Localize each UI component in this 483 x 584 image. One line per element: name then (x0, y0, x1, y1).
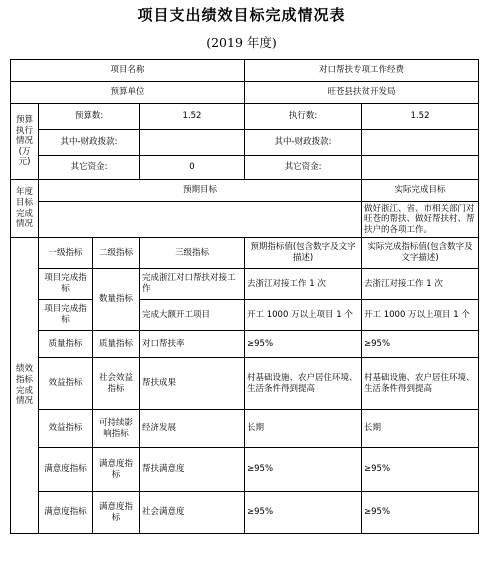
indicator-actual: 村基础设施、农户居住环境、生活条件得到提高 (362, 358, 479, 410)
other-funds-label: 其它资金: (39, 156, 140, 180)
exec-fiscal-allocation-label: 其中-财政拨款: (245, 130, 362, 156)
budget-unit-label: 预算单位 (11, 82, 245, 104)
indicator-level3: 完成浙江对口帮扶对接工作 (140, 269, 245, 300)
indicator-level2: 数量指标 (93, 269, 140, 331)
budget-unit-value: 旺苍县扶贫开发局 (245, 82, 479, 104)
indicator-expected: ≥95% (245, 448, 362, 492)
project-name-value: 对口帮扶专项工作经费 (245, 60, 479, 82)
indicator-row (11, 358, 479, 410)
exec-other-funds-label: 其它资金: (245, 156, 362, 180)
annual-target-value-row (11, 202, 479, 238)
expected-value-header: 预期指标值(包含数字及文字描述) (245, 238, 362, 269)
indicator-expected: 去浙江对接工作 1 次 (245, 269, 362, 300)
execution-amount-value: 1.52 (362, 104, 479, 130)
indicator-level3: 社会满意度 (140, 492, 245, 534)
budget-execution-section-label: 预算执行情况(万元) (11, 104, 39, 180)
indicator-section-label: 绩效指标完成情况 (11, 238, 39, 534)
indicator-level2: 社会效益指标 (93, 358, 140, 410)
indicator-row (11, 269, 479, 300)
indicator-level1: 满意度指标 (39, 448, 93, 492)
exec-other-funds-value (362, 156, 479, 180)
planned-target-value (39, 202, 362, 238)
budget-amount-value: 1.52 (140, 104, 245, 130)
fiscal-allocation-row (11, 130, 479, 156)
project-name-label: 项目名称 (11, 60, 245, 82)
indicator-level3: 帮扶满意度 (140, 448, 245, 492)
report-title: 项目支出绩效目标完成情况表 (137, 6, 346, 24)
indicator-level3: 完成大额开工项目 (140, 300, 245, 331)
indicator-actual: 去浙江对接工作 1 次 (362, 269, 479, 300)
indicator-expected: 长期 (245, 410, 362, 448)
report-year: (2019 年度) (206, 35, 277, 50)
indicator-level2: 满意度指标 (93, 448, 140, 492)
indicator-expected: 开工 1000 万以上项目 1 个 (245, 300, 362, 331)
indicator-row (11, 331, 479, 358)
budget-amount-label: 预算数: (39, 104, 140, 130)
indicator-row (11, 492, 479, 534)
execution-amount-label: 执行数: (245, 104, 362, 130)
indicator-expected: 村基础设施、农户居住环境、生活条件得到提高 (245, 358, 362, 410)
level2-header: 二级指标 (93, 238, 140, 269)
indicator-level1: 满意度指标 (39, 492, 93, 534)
indicator-level1: 质量指标 (39, 331, 93, 358)
indicator-actual: ≥95% (362, 492, 479, 534)
indicator-expected: ≥95% (245, 331, 362, 358)
planned-target-header: 预期目标 (39, 180, 362, 202)
fiscal-allocation-value (140, 130, 245, 156)
other-funds-row (11, 156, 479, 180)
actual-value-header: 实际完成指标值(包含数字及文字描述) (362, 238, 479, 269)
budget-amount-row (11, 104, 479, 130)
level1-header: 一级指标 (39, 238, 93, 269)
indicator-level2: 满意度指标 (93, 492, 140, 534)
indicator-level1: 项目完成指标 (39, 269, 93, 300)
indicator-level3: 经济发展 (140, 410, 245, 448)
level3-header: 三级指标 (140, 238, 245, 269)
other-funds-value: 0 (140, 156, 245, 180)
indicator-level2: 质量指标 (93, 331, 140, 358)
indicator-level3: 帮扶成果 (140, 358, 245, 410)
indicator-actual: 开工 1000 万以上项目 1 个 (362, 300, 479, 331)
performance-table (10, 59, 479, 534)
actual-target-header: 实际完成目标 (362, 180, 479, 202)
indicator-row (11, 410, 479, 448)
exec-fiscal-allocation-value (362, 130, 479, 156)
indicator-level1: 效益指标 (39, 358, 93, 410)
budget-unit-row (11, 82, 479, 104)
annual-target-header-row (11, 180, 479, 202)
indicator-expected: ≥95% (245, 492, 362, 534)
indicator-actual: ≥95% (362, 448, 479, 492)
indicator-row (11, 448, 479, 492)
indicator-actual: ≥95% (362, 331, 479, 358)
indicator-row (11, 300, 479, 331)
project-name-row (11, 60, 479, 82)
fiscal-allocation-label: 其中-财政拨款: (39, 130, 140, 156)
indicator-level2: 可持续影响指标 (93, 410, 140, 448)
indicator-level1: 效益指标 (39, 410, 93, 448)
annual-target-section-label: 年度目标完成情况 (11, 180, 39, 238)
indicator-actual: 长期 (362, 410, 479, 448)
indicator-level1: 项目完成指标 (39, 300, 93, 331)
indicator-level3: 对口帮扶率 (140, 331, 245, 358)
indicator-header-row (11, 238, 479, 269)
actual-target-value: 做好浙江、省、市相关部门对旺苍的帮扶、做好帮扶村、帮扶户的各项工作。 (362, 202, 479, 238)
